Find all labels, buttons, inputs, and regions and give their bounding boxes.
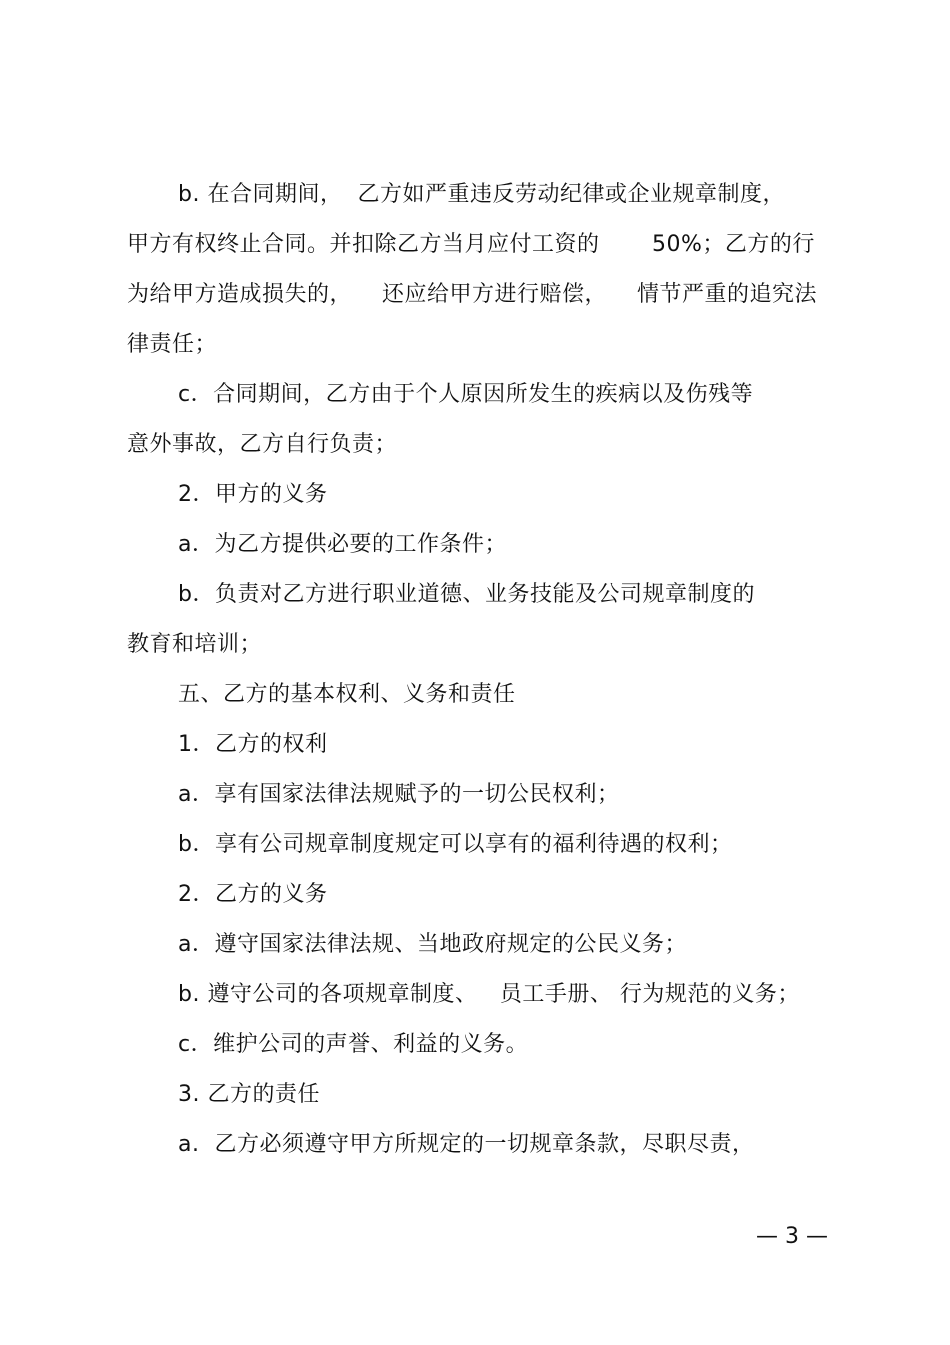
text-line: 教育和培训； [127,632,263,657]
section-heading: 2．乙方的义务 [178,882,328,907]
text-line: b. 在合同期间， 乙方如严重违反劳动纪律或企业规章制度， [178,182,785,207]
text-line: 律责任； [127,332,218,357]
text-line: a．为乙方提供必要的工作条件； [178,532,507,557]
text-line: a. 乙方必须遵守甲方所规定的一切规章条款，尽职尽责， [178,1132,755,1157]
section-heading: 五、乙方的基本权利、义务和责任 [178,682,516,707]
text-line: b．享有公司规章制度规定可以享有的福利待遇的权利； [178,832,733,857]
text-line: a．享有国家法律法规赋予的一切公民权利； [178,782,620,807]
text-line: c．维护公司的声誉、利益的义务。 [178,1032,529,1057]
text-line: 甲方有权终止合同。并扣除乙方当月应付工资的 50%；乙方的行 [127,232,815,257]
section-heading: 3. 乙方的责任 [178,1082,320,1107]
page-number: — 3 — [756,1224,828,1249]
text-line: c．合同期间，乙方由于个人原因所发生的疾病以及伤残等 [178,382,754,407]
text-line: b．负责对乙方进行职业道德、业务技能及公司规章制度的 [178,582,755,607]
text-line: b. 遵守公司的各项规章制度、 员工手册、 行为规范的义务； [178,982,800,1007]
section-heading: 2．甲方的义务 [178,482,328,507]
text-line: 为给甲方造成损失的， 还应给甲方进行赔偿， 情节严重的追究法 [127,282,817,307]
text-line: a．遵守国家法律法规、当地政府规定的公民义务； [178,932,687,957]
section-heading: 1．乙方的权利 [178,732,328,757]
text-line: 意外事故，乙方自行负责； [127,432,398,457]
